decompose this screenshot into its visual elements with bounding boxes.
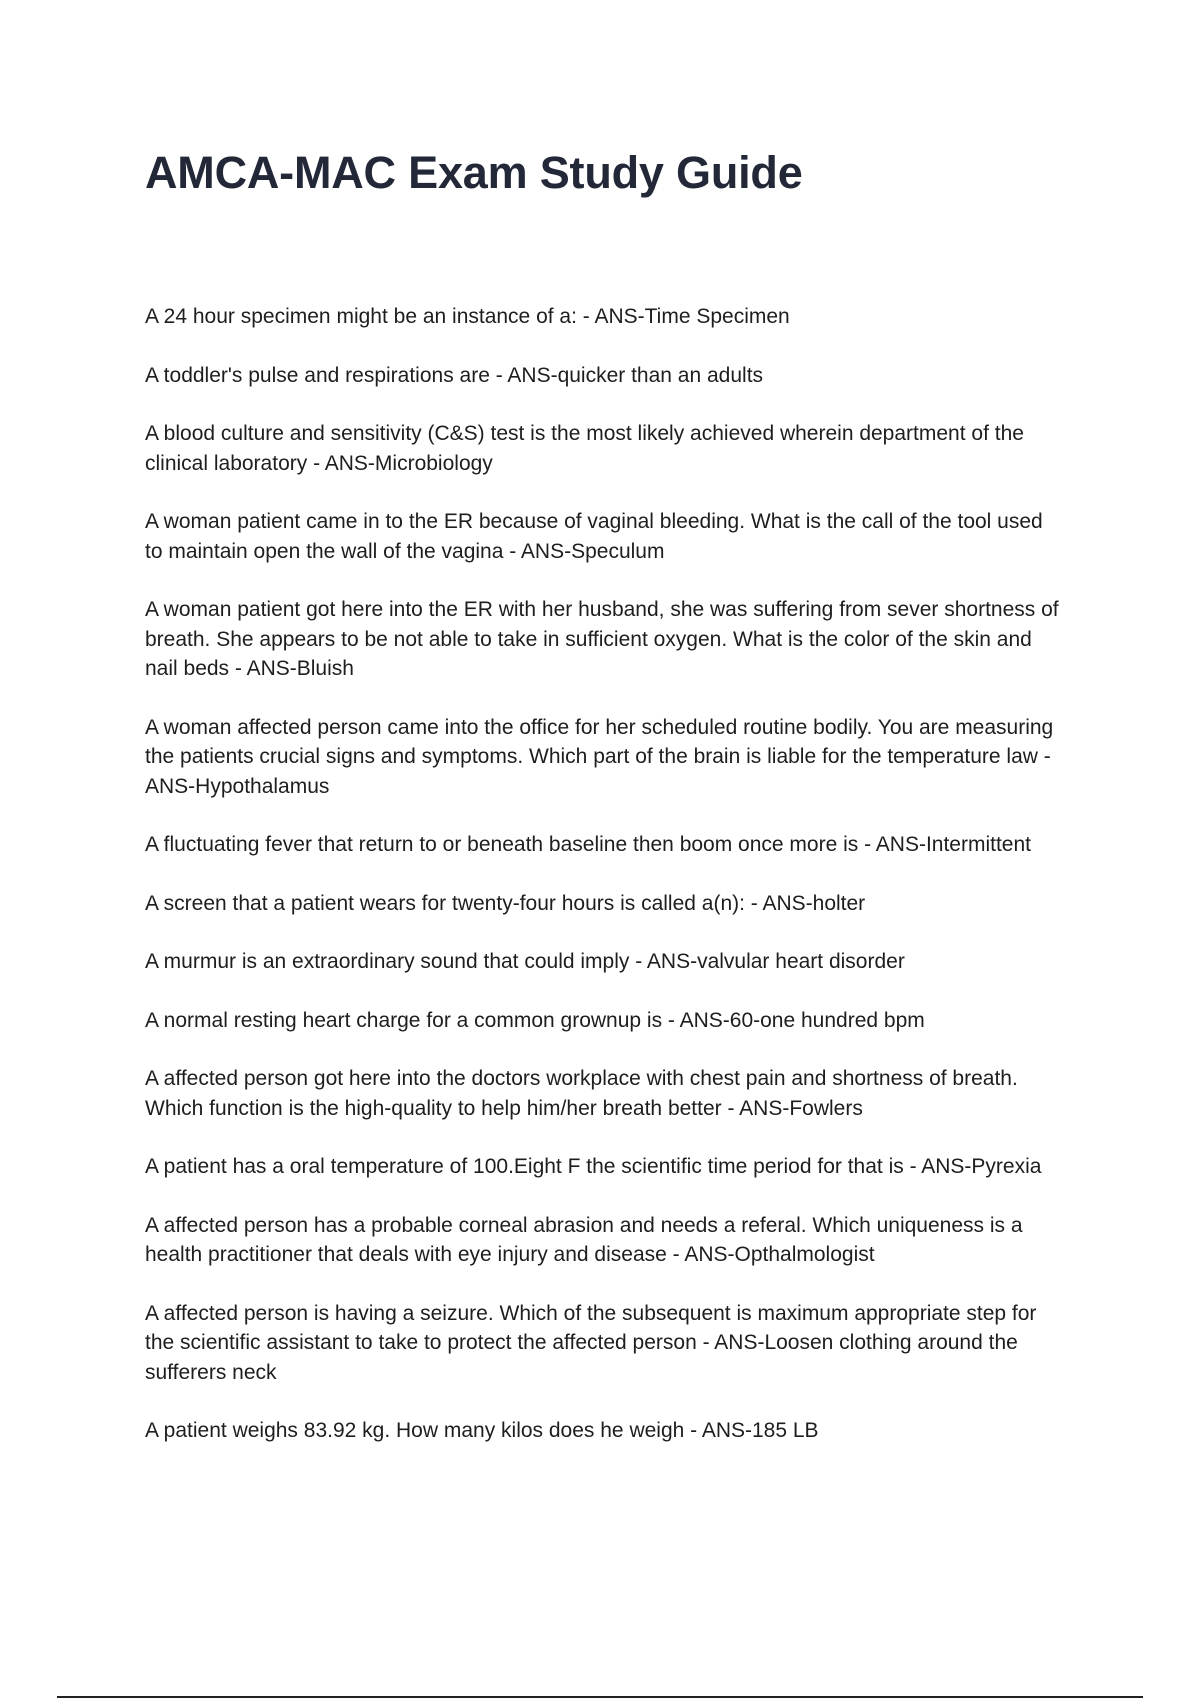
question-list <box>145 302 1065 1475</box>
question-text: A fluctuating fever that return to or beneath baseline then boom once more is - <box>145 833 876 856</box>
question-text: A affected person has a probable corneal abrasion and needs a referal. Which uniqueness is a health practitioner that deals with eye injury and disease - <box>145 1213 1023 1266</box>
question-text: A blood culture and sensitivity (C&S) test is the most likely achieved wherein department of the clinical laboratory - <box>145 422 1024 475</box>
question-text: A patient weighs 83.92 kg. How many kilos does he weigh - <box>145 1419 702 1442</box>
question-text: A patient has a oral temperature of 100.Eight F the scientific time period for that is - <box>145 1155 922 1178</box>
question-text: A affected person is having a seizure. Which of the subsequent is maximum appropriate step for the scientific assistant to take to protect the affected person - <box>145 1301 1037 1354</box>
answer-text: ANS-Opthalmologist <box>684 1243 875 1266</box>
footer-divider <box>57 1696 1143 1698</box>
list-item <box>145 361 1065 391</box>
list-item <box>145 1416 1065 1446</box>
list-item <box>145 713 1065 802</box>
answer-text: ANS-Loosen clothing around the sufferers neck <box>145 1331 1018 1384</box>
answer-text: ANS-Time Specimen <box>594 305 790 328</box>
answer-text: ANS-60-one hundred bpm <box>679 1008 925 1032</box>
question-text: A screen that a patient wears for twenty-four hours is called a(n): - <box>145 891 763 915</box>
list-item <box>145 595 1065 684</box>
page-title: AMCA-MAC Exam Study Guide <box>145 147 803 198</box>
list-item <box>145 302 1065 332</box>
answer-text: ANS-Intermittent <box>875 833 1031 856</box>
list-item <box>145 830 1065 860</box>
answer-text: ANS-Bluish <box>246 657 354 680</box>
list-item <box>145 889 1065 919</box>
answer-text: ANS-Pyrexia <box>921 1155 1042 1178</box>
answer-text: ANS-Hypothalamus <box>145 774 330 798</box>
answer-text: ANS-185 LB <box>701 1419 819 1442</box>
list-item <box>145 1006 1065 1036</box>
list-item <box>145 1211 1065 1270</box>
answer-text: ANS-valvular heart disorder <box>646 950 905 973</box>
answer-text: ANS-holter <box>762 891 866 915</box>
answer-text: ANS-quicker than an adults <box>507 363 764 387</box>
question-text: A woman patient got here into the ER with her husband, she was suffering from sever shortness of breath. She appears to be not able to take in sufficient oxygen. What is the color of the skin and nail beds - <box>145 598 1059 680</box>
question-text: A affected person got here into the doctors workplace with chest pain and shortness of breath. Which function is the high-quality to help him/her breath better - <box>145 1067 1018 1120</box>
list-item <box>145 1299 1065 1388</box>
answer-text: ANS-Microbiology <box>324 451 493 475</box>
question-text: A toddler's pulse and respirations are - <box>145 363 508 387</box>
answer-text: ANS-Fowlers <box>739 1096 863 1120</box>
question-text: A murmur is an extraordinary sound that could imply - <box>145 950 647 973</box>
list-item <box>145 947 1065 977</box>
question-text: A normal resting heart charge for a common grownup is - <box>145 1008 680 1032</box>
question-text: A 24 hour specimen might be an instance of a: - <box>145 305 595 328</box>
list-item <box>145 1152 1065 1182</box>
answer-text: ANS-Speculum <box>520 539 665 563</box>
list-item <box>145 419 1065 478</box>
question-text: A woman patient came in to the ER because of vaginal bleeding. What is the call of the tool used to maintain open the wall of the vagina - <box>145 510 1043 563</box>
question-text: A woman affected person came into the office for her scheduled routine bodily. You are measuring the patients crucial signs and symptoms. Which part of the brain is liable for the temperature law - <box>145 715 1054 768</box>
list-item <box>145 1064 1065 1123</box>
list-item <box>145 507 1065 566</box>
